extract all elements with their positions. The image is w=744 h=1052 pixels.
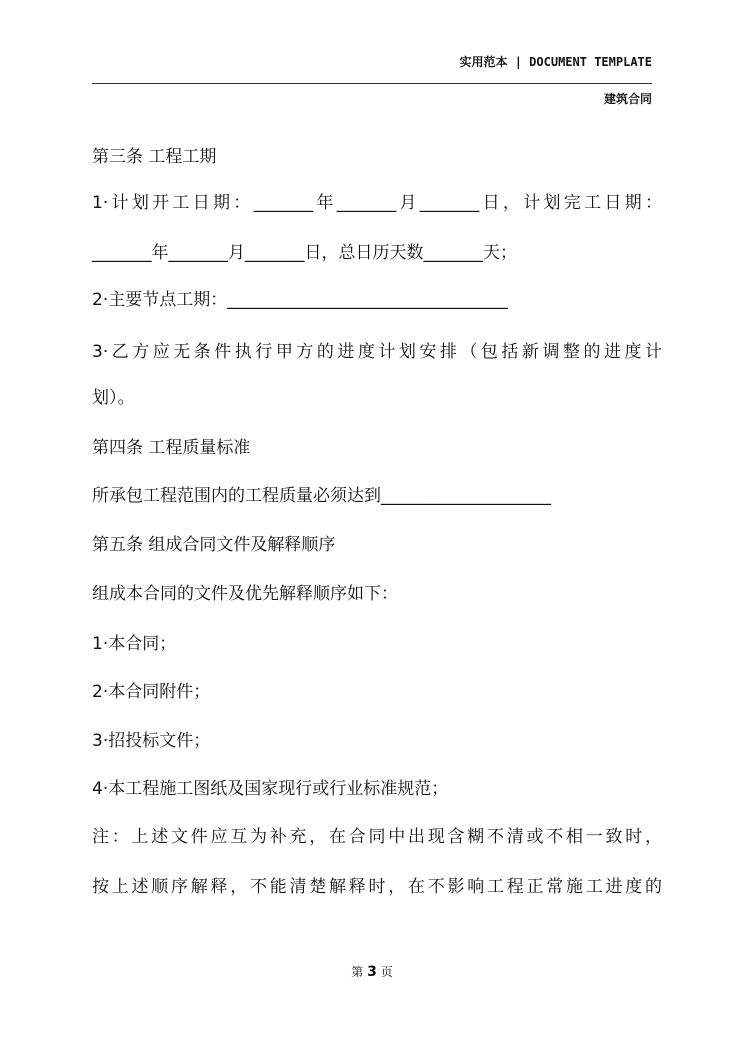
list-item-4: 4·本工程施工图纸及国家现行或行业标准规范； xyxy=(92,779,449,799)
page-number: 3 xyxy=(367,964,377,980)
clause-3-3-line-1: 3·乙方应无条件执行甲方的进度计划安排（包括新调整的进度计 xyxy=(92,342,662,362)
clause-3-1-line-2: _______年_______月_______日，总日历天数_______天； xyxy=(92,243,517,263)
page-label-prefix: 第 xyxy=(351,965,364,979)
page-footer xyxy=(0,963,744,980)
note-line-2: 按上述顺序解释，不能清楚解释时，在不影响工程正常施工进度的 xyxy=(92,877,662,897)
header-title: 实用范本 | DOCUMENT TEMPLATE xyxy=(459,55,652,69)
header-divider xyxy=(92,83,652,84)
article-4-text: 所承包工程范围内的工程质量必须达到____________________ xyxy=(92,486,551,506)
page-label-suffix: 页 xyxy=(380,965,393,979)
article-4-heading: 第四条 工程质量标准 xyxy=(92,438,251,458)
clause-3-1-line-1: 1·计划开工日期：_______年_______月_______日，计划完工日期： xyxy=(92,193,662,213)
header-subtitle: 建筑合同 xyxy=(603,92,652,106)
list-item-2: 2·本合同附件； xyxy=(92,682,211,702)
list-item-1: 1·本合同； xyxy=(92,634,177,654)
article-5-heading: 第五条 组成合同文件及解释顺序 xyxy=(92,535,336,555)
article-5-intro: 组成本合同的文件及优先解释顺序如下： xyxy=(92,584,398,604)
clause-3-2: 2·主要节点工期：_________________________________ xyxy=(92,290,508,310)
list-item-3: 3·招投标文件； xyxy=(92,731,211,751)
note-line-1: 注：上述文件应互为补充，在合同中出现含糊不清或不相一致时， xyxy=(92,827,662,847)
clause-3-3-line-2: 划）。 xyxy=(92,388,135,408)
article-3-heading: 第三条 工程工期 xyxy=(92,147,217,167)
